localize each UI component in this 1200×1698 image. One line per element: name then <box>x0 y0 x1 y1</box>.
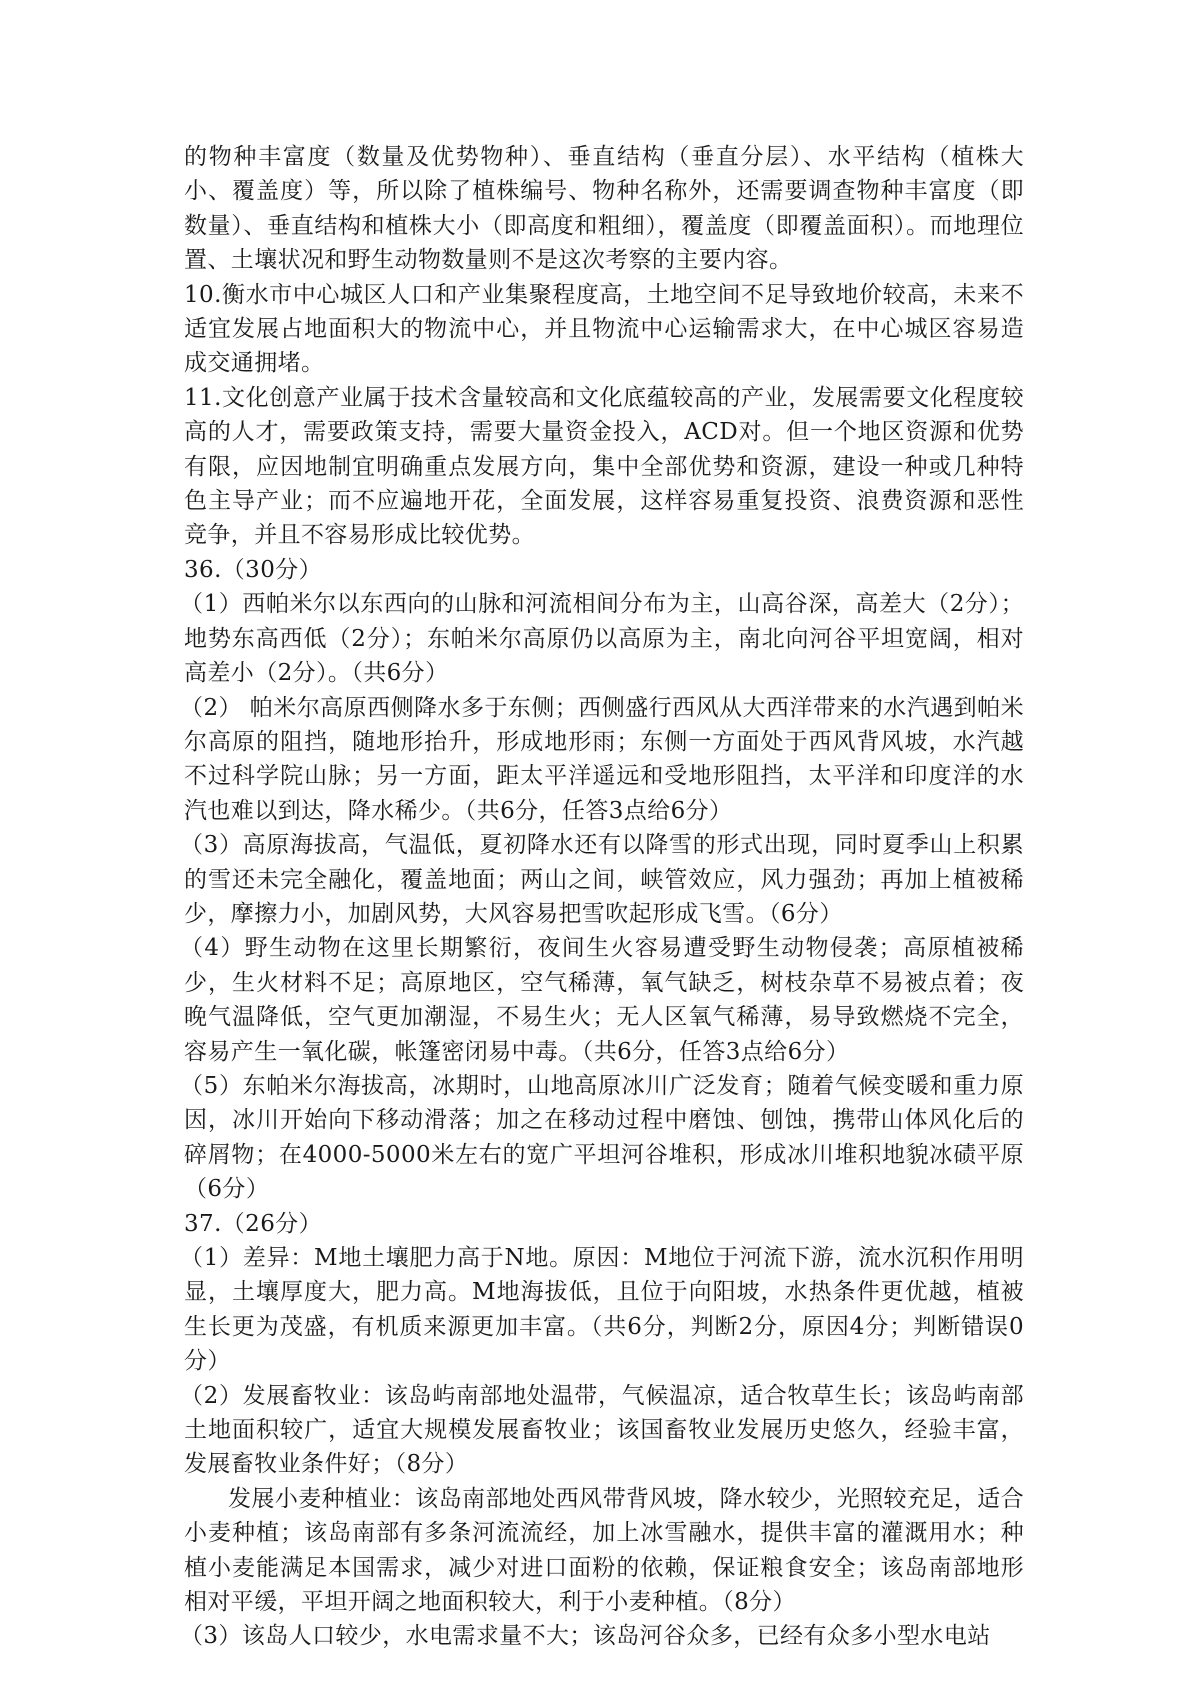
paragraph-q36-part4: （4）野生动物在这里长期繁衍，夜间生火容易遭受野生动物侵袭；高原植被稀少，生火材料不足；高原地区，空气稀薄，氧气缺乏，树枝杂草不易被点着；夜晚气温降低，空气更加潮湿，不易生火；无人区氧气稀薄，易导致燃烧不完全，容易产生一氧化碳，帐篷密闭易中毒。（共6分，任答3点给6分） <box>180 935 1024 1065</box>
paragraph-q36-part2: （2） 帕米尔高原西侧降水多于东侧；西侧盛行西风从大西洋带来的水汽遇到帕米尔高原的阻挡，随地形抬升，形成地形雨；东侧一方面处于西风背风坡，水汽越不过科学院山脉；另一方面，距太平洋遥远和受地形阻挡，太平洋和印度洋的水汽也难以到达，降水稀少。（共6分，任答3点给6分） <box>180 694 1024 824</box>
paragraph-q37-part2-livestock: （2）发展畜牧业：该岛屿南部地处温带，气候温凉，适合牧草生长；该岛屿南部土地面积较广，适宜大规模发展畜牧业；该国畜牧业发展历史悠久，经验丰富，发展畜牧业条件好；（8分） <box>180 1382 1024 1478</box>
paragraph-q36-part1: （1）西帕米尔以东西向的山脉和河流相间分布为主，山高谷深，高差大（2分）；地势东高西低（2分）；东帕米尔高原仍以高原为主，南北向河谷平坦宽阔，相对高差小（2分）。（共6分） <box>180 591 1024 687</box>
paragraph-q37-part3: （3）该岛人口较少，水电需求量不大；该岛河谷众多，已经有众多小型水电站 <box>180 1623 991 1650</box>
heading-q37: 37.（26分） <box>184 1210 323 1237</box>
paragraph-q37-part1: （1）差异：M地土壤肥力高于N地。原因：M地位于河流下游，流水沉积作用明显，土壤厚度大，肥力高。M地海拔低，且位于向阳坡，水热条件更优越，植被生长更为茂盛，有机质来源更加丰富。（共6分，判断2分，原因4分；判断错误0分） <box>180 1245 1024 1375</box>
paragraph-q10: 10.衡水市中心城区人口和产业集聚程度高，土地空间不足导致地价较高，未来不适宜发展占地面积大的物流中心，并且物流中心运输需求大，在中心城区容易造成交通拥堵。 <box>184 281 1024 377</box>
paragraph-q36-part5: （5）东帕米尔海拔高，冰期时，山地高原冰川广泛发育；随着气候变暖和重力原因，冰川开始向下移动滑落；加之在移动过程中磨蚀、刨蚀，携带山体风化后的碎屑物；在4000-5000米左右的宽广平坦河谷堆积，形成冰川堆积地貌冰碛平原（6分） <box>180 1072 1024 1203</box>
paragraph-q37-part2-wheat: 发展小麦种植业：该岛南部地处西风带背风坡，降水较少，光照较充足，适合小麦种植；该岛南部有多条河流流经，加上冰雪融水，提供丰富的灌溉用水；种植小麦能满足本国需求，减少对进口面粉的依赖，保证粮食安全；该岛南部地形相对平缓，平坦开阔之地面积较大，利于小麦种植。（8分） <box>184 1485 1024 1616</box>
paragraph-q36-part3: （3）高原海拔高，气温低，夏初降水还有以降雪的形式出现，同时夏季山上积累的雪还未完全融化，覆盖地面；两山之间，峡管效应，风力强劲；再加上植被稀少，摩擦力小，加剧风势，大风容易把雪吹起形成飞雪。（6分） <box>180 832 1024 927</box>
paragraph-q11: 11.文化创意产业属于技术含量较高和文化底蕴较高的产业，发展需要文化程度较高的人才，需要政策支持，需要大量资金投入，ACD对。但一个地区资源和优势有限，应因地制宜明确重点发展方向，集中全部优势和资源，建设一种或几种特色主导产业；而不应遍地开花，全面发展，这样容易重复投资、浪费资源和恶性竞争，并且不容易形成比较优势。 <box>184 384 1024 549</box>
heading-q36: 36.（30分） <box>184 556 323 583</box>
paragraph-q9-continuation: 的物种丰富度（数量及优势物种）、垂直结构（垂直分层）、水平结构（植株大小、覆盖度）等，所以除了植株编号、物种名称外，还需要调查物种丰富度（即数量）、垂直结构和植株大小（即高度和粗细），覆盖度（即覆盖面积）。而地理位置、土壤状况和野生动物数量则不是这次考察的主要内容。 <box>184 144 1024 274</box>
answer-document <box>180 140 1024 1654</box>
